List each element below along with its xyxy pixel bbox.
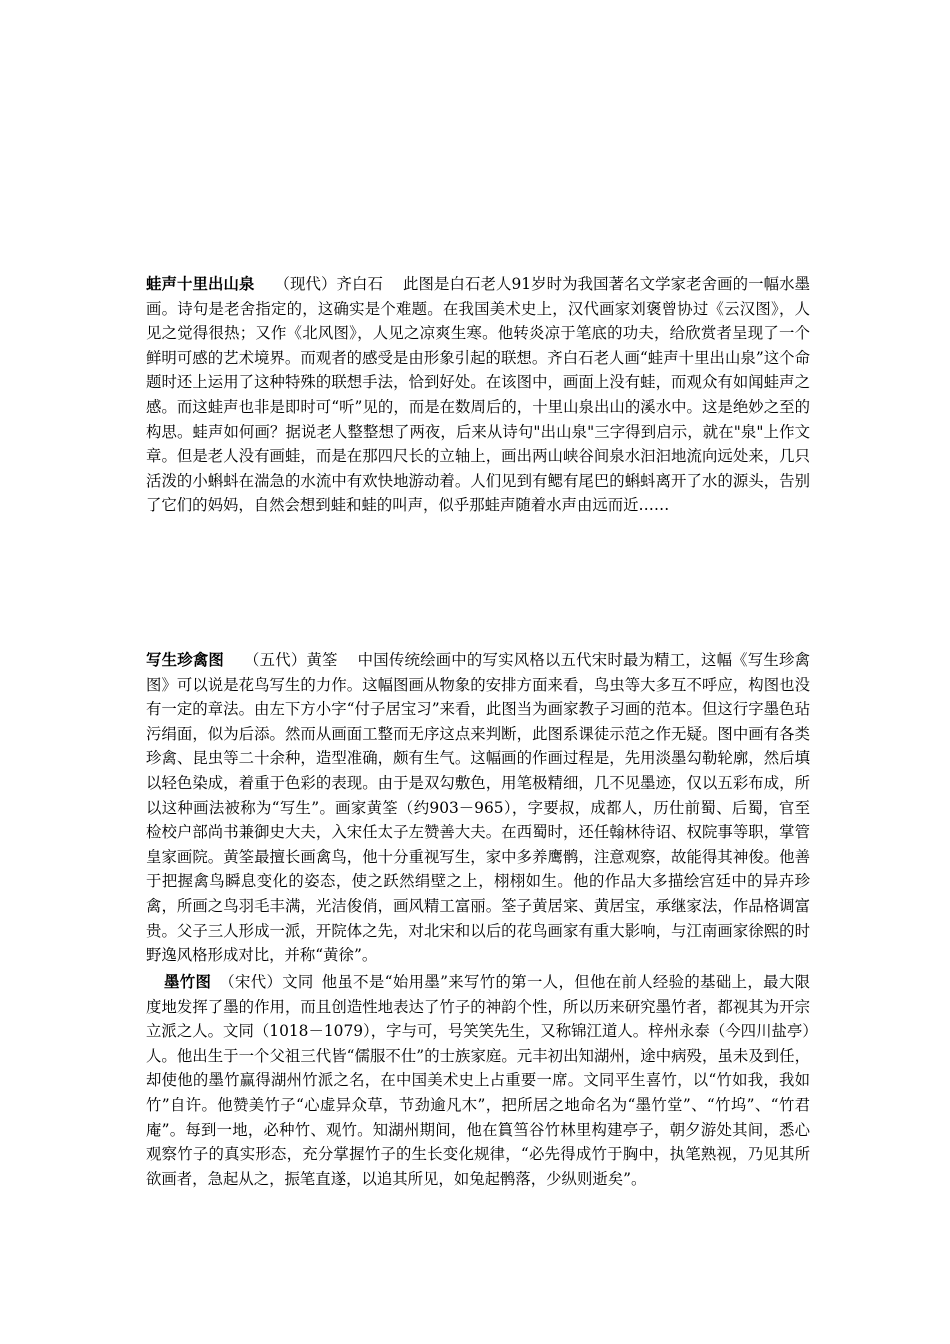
article-title: 蛙声十里出山泉 (146, 275, 255, 293)
article-meta: （现代）齐白石 (274, 275, 383, 293)
article-body: 他虽不是“始用墨”来写竹的第一人，但他在前人经验的基础上，最大限度地发挥了墨的作用，而且创造性地表达了竹子的神韵个性，所以历来研究墨竹者，都视其为开宗立派之人。文同（1018－1079），字与可，号笑笑先生，又称锦江道人。梓州永泰（今四川盐亭）人。他出生于一个父祖三代皆“儒服不仕”的士族家庭。元丰初出知湖州，途中病殁，虽未及到任，却使他的墨竹赢得湖州竹派之名，在中国美术史上占重要一席。文同平生喜竹，以“竹如我，我如竹”自许。他赞美竹子“心虚异众草，节劲逾凡木”，把所居之地命名为“墨竹堂”、“竹坞”、“竹君庵”。每到一地，必种竹、观竹。知湖州期间，他在篔筜谷竹林里构建亭子，朝夕游处其间，悉心观察竹子的真实形态，充分掌握竹子的生长变化规律，“必先得成竹于胸中，执笔熟视，乃见其所欲画者，急起从之，振笔直遂，以追其所见，如兔起鹘落，少纵则逝矣”。 (146, 973, 810, 1188)
article-body: 此图是白石老人91岁时为我国著名文学家老舍画的一幅水墨画。诗句是老舍指定的，这确实是个难题。在我国美术史上，汉代画家刘褒曾协过《云汉图》，人见之觉得很热；又作《北风图》，人见之凉爽生寒。他转炎凉于笔底的功夫，给欣赏者呈现了一个鲜明可感的艺术境界。而观者的感受是由形象引起的联想。齐白石老人画“蛙声十里出山泉”这个命题时还上运用了这种特殊的联想手法，恰到好处。在该图中，画面上没有蛙，而观众有如闻蛙声之感。而这蛙声也非是即时可“听”见的，而是在数周后的，十里山泉出山的溪水中。这是绝妙之至的构思。蛙声如何画？据说老人整整想了两夜，后来从诗句"出山泉"三字得到启示，就在"泉"上作文章。但是老人没有画蛙，而是在那四尺长的立轴上，画出两山峡谷间泉水汩汩地流向远处来，几只活泼的小蝌蚪在湍急的水流中有欢快地游动着。人们见到有鳃有尾巴的蝌蚪离开了水的源头，告别了它们的妈妈，自然会想到蛙和蛙的叫声，似乎那蛙声随着水声由远而近…… (146, 275, 810, 515)
article-rare-birds (146, 648, 810, 968)
article-body: 中国传统绘画中的写实风格以五代宋时最为精工，这幅《写生珍禽图》可以说是花鸟写生的力作。这幅图画从物象的安排方面来看，鸟虫等大多互不呼应，构图也没有一定的章法。由左下方小字“付子居宝习”来看，此图当为画家教子习画的范本。但这行字墨色玷污绢面，似为后添。然而从画面工整而无序这点来判断，此图系课徒示范之作无疑。图中画有各类珍禽、昆虫等二十余种，造型准确，颇有生气。这幅画的作画过程是，先用淡墨勾勒轮廓，然后填以轻色染成，着重于色彩的表现。由于是双勾敷色，用笔极精细，几不见墨迹，仅以五彩布成，所以这种画法被称为“写生”。画家黄筌（约903－965），字要叔，成都人，历仕前蜀、后蜀，官至检校户部尚书兼御史大夫，入宋任太子左赞善大夫。在西蜀时，还任翰林待诏、权院事等职，掌管皇家画院。黄筌最擅长画禽鸟，他十分重视写生，家中多养鹰鹘，注意观察，故能得其神俊。他善于把握禽鸟瞬息变化的姿态，使之跃然绢壁之上，栩栩如生。他的作品大多描绘宫廷中的异卉珍禽，所画之鸟羽毛丰满，光洁俊俏，画风精工富丽。筌子黄居寀、黄居宝，承继家法，作品格调富贵。父子三人形成一派，开院体之先，对北宋和以后的花鸟画家有重大影响，与江南画家徐熙的时野逸风格形成对比，并称“黄徐”。 (146, 651, 810, 965)
article-title: 写生珍禽图 (146, 651, 225, 669)
article-ink-bamboo (146, 970, 810, 1191)
article-meta: （五代）黄筌 (244, 651, 338, 669)
article-frog-sound (146, 272, 810, 518)
article-meta: （宋代）文同 (219, 973, 314, 991)
article-title: 墨竹图 (164, 973, 212, 991)
